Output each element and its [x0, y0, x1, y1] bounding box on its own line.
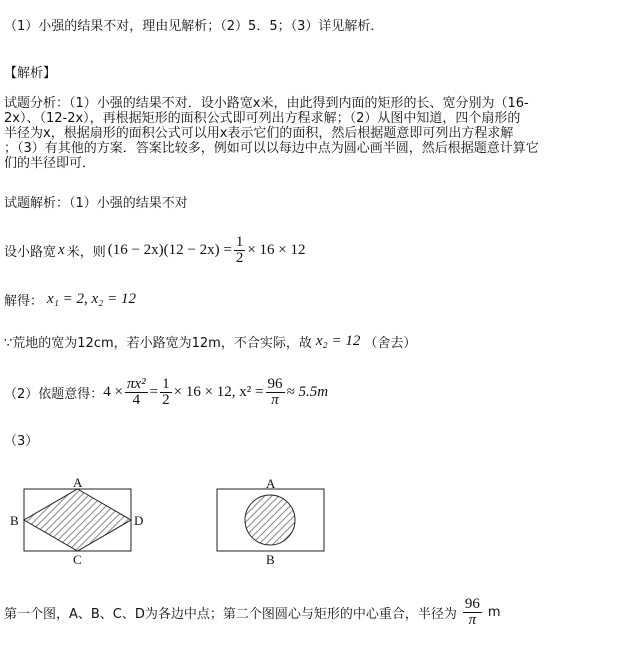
analysis-line: 2x）、（12-2x），再根据矩形的面积公式即可列出方程求解；（2）从图中知道，四个扇形的	[4, 111, 521, 126]
conclusion-text: 第一个图，A、B、C、D为各边中点；第二个图圆心与矩形的中心重合，半径为	[4, 606, 457, 622]
step1-fraction	[234, 235, 246, 266]
solution-heading: 试题解析：（1）小强的结果不对	[4, 196, 188, 211]
figure2-label-b: B	[266, 552, 275, 567]
fraction-denominator: 2	[162, 391, 170, 408]
step3-equation: x₂ = 12	[315, 333, 361, 349]
fraction-numerator: 96	[464, 595, 480, 612]
equation-step3	[4, 332, 416, 351]
part2-b: =	[149, 383, 159, 400]
part2-fraction3	[266, 377, 285, 408]
figure1-label-c: C	[73, 552, 82, 567]
figure2-label-a: A	[266, 476, 276, 491]
step1-prefix: 设小路宽	[4, 244, 57, 260]
step2-prefix: 解得：	[4, 294, 44, 309]
fraction-denominator: π	[468, 611, 477, 628]
step1-equation: (16 − 2x)(12 − 2x) =	[107, 241, 232, 258]
part2-c: × 16 × 12, x² =	[173, 383, 264, 400]
fraction-numerator: 96	[267, 375, 283, 392]
part2-a: 4 ×	[103, 383, 123, 400]
fraction-numerator: 1	[235, 233, 244, 250]
fraction-numerator: πx²	[127, 375, 146, 392]
equation-step1	[4, 232, 305, 268]
answer-line: （1）小强的结果不对，理由见解析；（2）5．5；（3）详见解析．	[4, 19, 384, 34]
part3-label: （3）	[4, 434, 39, 449]
step3-suffix: （舍去）	[364, 336, 417, 351]
fraction-denominator: 4	[132, 391, 141, 408]
figure1-label-b: B	[10, 513, 19, 528]
step3-text: ∵荒地的宽为12cm，若小路宽为12m，不合实际，故	[4, 336, 312, 351]
step1-unit: 米，则	[66, 244, 106, 260]
equation-step2	[4, 290, 136, 309]
figure1-label-d: D	[134, 513, 144, 528]
part2-fraction1	[125, 377, 148, 408]
figures-svg	[0, 470, 340, 570]
figure1-rhombus-in-rectangle	[24, 489, 131, 551]
step1-var: x	[58, 241, 65, 258]
step2-equation: x₁ = 2, x₂ = 12	[47, 291, 137, 307]
conclusion-line	[4, 592, 501, 632]
section-title: 【解析】	[4, 66, 57, 81]
analysis-line: ；（3）有其他的方案．答案比较多，例如可以以每边中点为圆心画半圆，然后根据题意计算它	[4, 141, 539, 156]
analysis-line: 们的半径即可．	[4, 156, 96, 171]
figure2-circle	[245, 495, 295, 545]
fraction-denominator: π	[271, 391, 279, 408]
analysis-line: 试题分析：（1）小强的结果不对．设小路宽x米，由此得到内面的矩形的长、宽分别为（16-	[4, 96, 529, 111]
part2-prefix: （2）依题意得：	[4, 386, 104, 402]
analysis-line: 半径为x，根据扇形的面积公式可以用x表示它们的面积，然后根据题意即可列出方程求解	[4, 126, 514, 141]
fraction-numerator: 1	[162, 375, 170, 392]
conclusion-fraction	[463, 597, 482, 628]
equation-part2	[4, 370, 328, 414]
figure1-rhombus	[24, 489, 131, 551]
figure1-label-a: A	[73, 475, 83, 490]
fraction-denominator: 2	[235, 249, 244, 266]
conclusion-unit: m	[487, 604, 501, 620]
part2-d: ≈ 5.5m	[286, 383, 329, 400]
part2-fraction2	[160, 377, 172, 408]
step1-rhs: × 16 × 12	[247, 241, 306, 258]
figure2-circle-in-rectangle	[217, 489, 324, 551]
